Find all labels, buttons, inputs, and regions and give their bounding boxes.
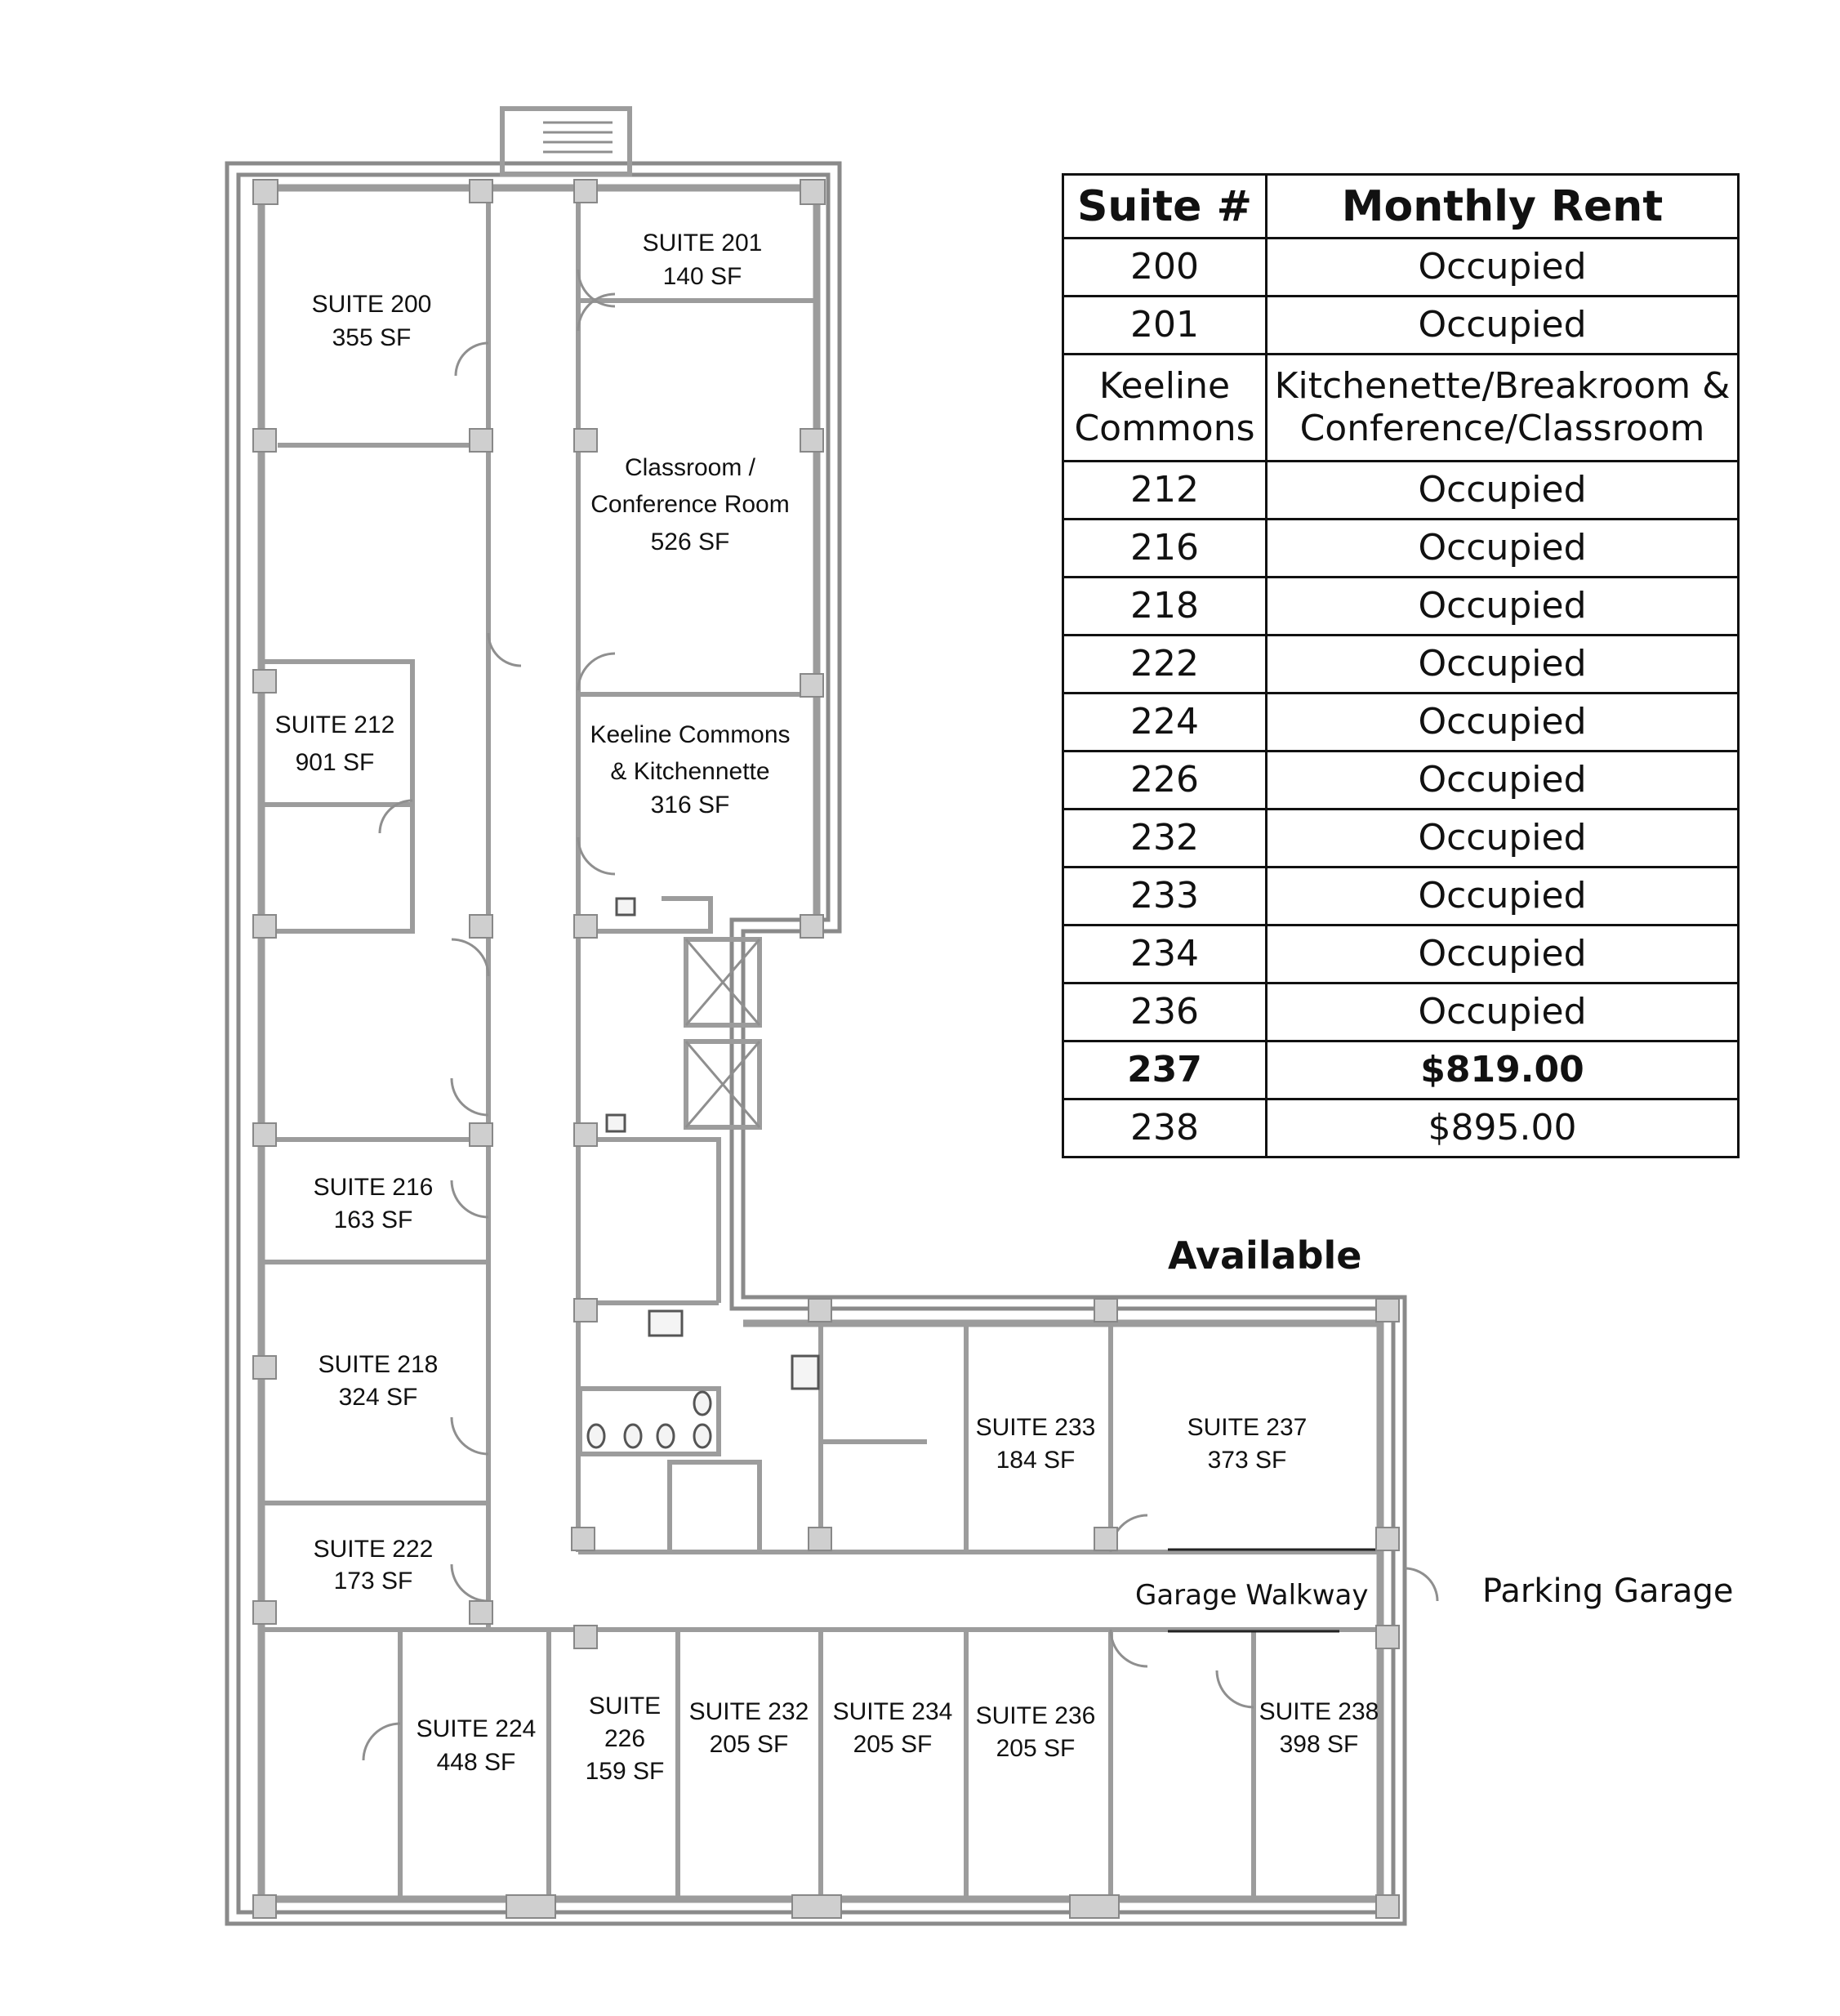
commons-line-2: & Kitchennette [610, 758, 770, 785]
suite-233-name: SUITE 233 [975, 1414, 1096, 1441]
table-row [1063, 1099, 1739, 1157]
suite-cell: 238 [1063, 1099, 1267, 1157]
suite-218-name: SUITE 218 [318, 1351, 439, 1378]
suite-232-name: SUITE 232 [688, 1698, 809, 1725]
suite-cell: 232 [1063, 810, 1267, 868]
rent-cell: Occupied [1267, 239, 1739, 297]
suite-cell: 212 [1063, 462, 1267, 520]
rent-cell: Occupied [1267, 694, 1739, 752]
rent-cell: Kitchenette/Breakroom & Conference/Classroom [1267, 355, 1739, 462]
suite-226-area: 159 SF [585, 1758, 665, 1785]
table-row-available [1063, 1041, 1739, 1099]
suite-cell: 234 [1063, 925, 1267, 983]
suite-cell: 224 [1063, 694, 1267, 752]
restroom-fixtures [580, 899, 818, 1454]
rent-cell: $819.00 [1267, 1041, 1739, 1099]
suite-cell: 200 [1063, 239, 1267, 297]
table-row [1063, 636, 1739, 694]
suite-224-name: SUITE 224 [416, 1715, 537, 1742]
rent-cell: $895.00 [1267, 1099, 1739, 1157]
rent-cell: Occupied [1267, 810, 1739, 868]
suite-cell: 218 [1063, 578, 1267, 636]
table-row [1063, 578, 1739, 636]
south-wing-partitions [400, 1323, 1254, 1899]
suite-cell: 226 [1063, 752, 1267, 810]
garage-walkway-label: Garage Walkway [1135, 1579, 1369, 1612]
suite-232-area: 205 SF [709, 1731, 789, 1758]
suite-200-area: 355 SF [332, 324, 412, 351]
rent-table-header [1063, 175, 1739, 239]
rent-column-header: Monthly Rent [1267, 175, 1739, 239]
suite-226-line-1: SUITE [588, 1693, 662, 1719]
suite-237-area: 373 SF [1207, 1447, 1287, 1474]
suite-224-area: 448 SF [436, 1749, 516, 1776]
rent-cell: Occupied [1267, 868, 1739, 925]
rent-cell: Occupied [1267, 752, 1739, 810]
suite-cell: Keeline Commons [1063, 355, 1267, 462]
suite-222-name: SUITE 222 [313, 1536, 434, 1563]
table-row [1063, 239, 1739, 297]
suite-cell: 216 [1063, 520, 1267, 578]
suite-cell: 237 [1063, 1041, 1267, 1099]
suite-cell: 233 [1063, 868, 1267, 925]
table-row [1063, 983, 1739, 1041]
table-row [1063, 520, 1739, 578]
classroom-line-1: Classroom / [624, 454, 756, 481]
table-row [1063, 694, 1739, 752]
suite-234-area: 205 SF [853, 1731, 933, 1758]
suite-233-area: 184 SF [996, 1447, 1076, 1474]
table-row [1063, 462, 1739, 520]
suite-216-name: SUITE 216 [313, 1174, 434, 1201]
table-row [1063, 297, 1739, 355]
available-label: Available [1168, 1233, 1362, 1278]
rent-cell: Occupied [1267, 520, 1739, 578]
suite-201-name: SUITE 201 [642, 230, 763, 256]
rent-cell: Occupied [1267, 462, 1739, 520]
table-row [1063, 810, 1739, 868]
suite-216-area: 163 SF [333, 1206, 413, 1233]
rent-cell: Occupied [1267, 636, 1739, 694]
suite-column-header: Suite # [1063, 175, 1267, 239]
rent-cell: Occupied [1267, 983, 1739, 1041]
commons-area: 316 SF [650, 792, 730, 818]
rent-cell: Occupied [1267, 925, 1739, 983]
suite-cell: 222 [1063, 636, 1267, 694]
rent-cell: Occupied [1267, 297, 1739, 355]
classroom-line-2: Conference Room [590, 491, 790, 518]
left-wing-partitions [261, 445, 488, 1630]
suite-236-area: 205 SF [996, 1735, 1076, 1762]
suite-cell: 201 [1063, 297, 1267, 355]
suite-236-name: SUITE 236 [975, 1702, 1096, 1729]
classroom-area: 526 SF [650, 529, 730, 555]
suite-237-name: SUITE 237 [1187, 1414, 1308, 1441]
suite-201-area: 140 SF [662, 263, 742, 290]
suite-238-name: SUITE 238 [1259, 1698, 1379, 1725]
rent-table [1062, 173, 1740, 1158]
suite-218-area: 324 SF [338, 1384, 418, 1411]
rent-cell: Occupied [1267, 578, 1739, 636]
suite-222-area: 173 SF [333, 1568, 413, 1595]
suite-238-area: 398 SF [1279, 1731, 1359, 1758]
suite-226-line-2: 226 [604, 1725, 646, 1752]
suite-200-name: SUITE 200 [311, 291, 432, 318]
parking-garage-label: Parking Garage [1482, 1572, 1734, 1610]
table-row [1063, 752, 1739, 810]
table-row [1063, 925, 1739, 983]
commons-line-1: Keeline Commons [590, 721, 791, 748]
suite-212-area: 901 SF [295, 749, 375, 776]
suite-234-name: SUITE 234 [832, 1698, 953, 1725]
suite-212-name: SUITE 212 [274, 711, 395, 738]
table-row [1063, 355, 1739, 462]
table-row [1063, 868, 1739, 925]
suite-cell: 236 [1063, 983, 1267, 1041]
